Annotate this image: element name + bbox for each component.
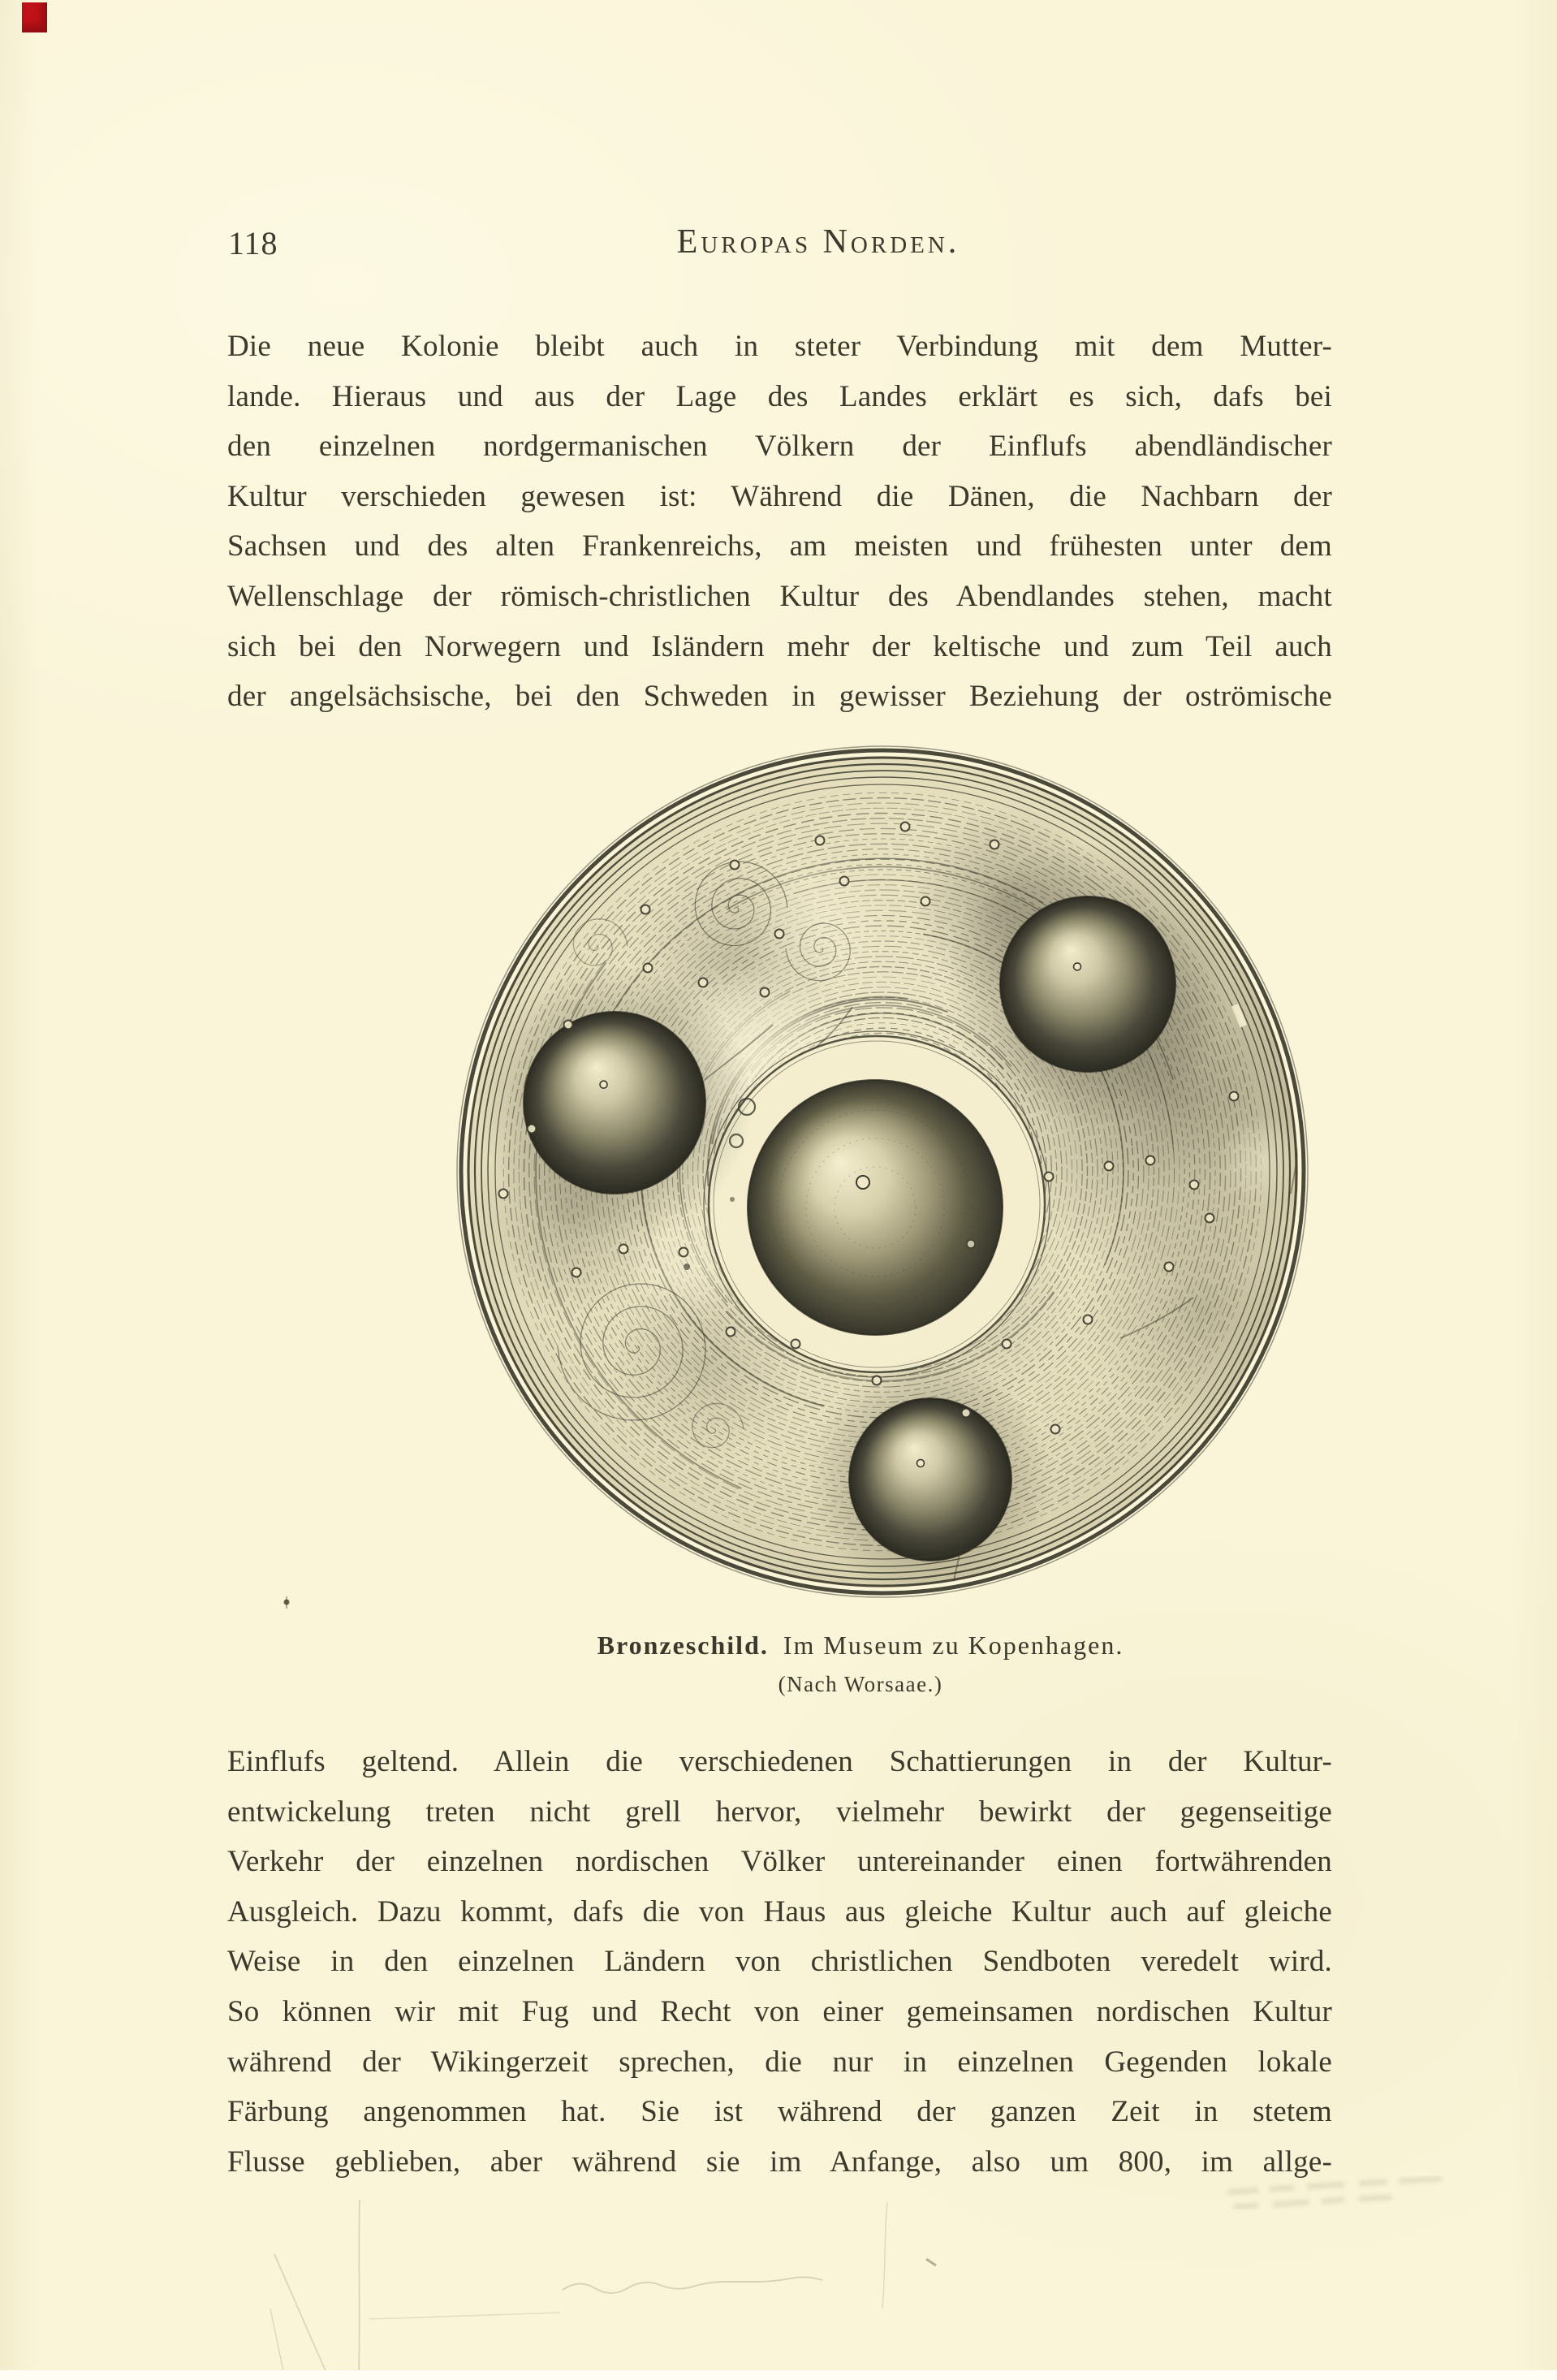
text-line: entwickelung treten nicht grell hervor, vielmehr bewirkt der gegenseitige — [227, 1795, 1332, 1829]
text-line: den einzelnen nordgermanischen Völkern der Einflufs abendländischer — [227, 430, 1332, 464]
running-header — [80, 222, 1557, 261]
paragraph-2 — [227, 1737, 1332, 2187]
text-line: Verkehr der einzelnen nordischen Völker untereinander einen fortwährenden — [227, 1845, 1332, 1879]
page-number: 118 — [228, 225, 278, 261]
caption-title: Bronzeschild. — [597, 1631, 769, 1660]
text-line: Wellenschlage der römisch-christlichen Kultur des Abendlandes stehen, macht — [227, 579, 1332, 613]
text-line: der angelsächsische, bei den Schweden in gewisser Beziehung der oströmische — [227, 680, 1332, 714]
text-line: So können wir mit Fug und Recht von einer gemeinsamen nordischen Kultur — [227, 1994, 1332, 2028]
text-line: Einflufs geltend. Allein die verschiedenen Schattierungen in der Kultur- — [227, 1745, 1332, 1778]
text-line: Ausgleich. Dazu kommt, dafs die von Haus aus gleiche Kultur auch auf gleiche — [227, 1894, 1332, 1929]
text-line: lande. Hieraus und aus der Lage des Landes erklärt es sich, dafs bei — [227, 379, 1332, 413]
text-line: sich bei den Norwegern und Isländern mehr der keltische und zum Teil auch — [227, 629, 1332, 663]
caption-source: (Nach Worsaae.) — [778, 1672, 943, 1696]
text-line: Flusse geblieben, aber während sie im Anfange, also um 800, im allge- — [227, 2145, 1332, 2179]
text-line: Die neue Kolonie bleibt auch in steter Verbindung mit dem Mutter- — [227, 330, 1332, 363]
text-line: Weise in den einzelnen Ländern von christlichen Sendboten veredelt wird. — [227, 1945, 1332, 1979]
text-line: während der Wikingerzeit sprechen, die nur in einzelnen Gegenden lokale — [227, 2045, 1332, 2079]
paragraph-1 — [227, 322, 1332, 722]
scan-red-mark — [22, 2, 47, 32]
text-line: Färbung angenommen hat. Sie ist während der ganzen Zeit in stetem — [227, 2095, 1332, 2129]
figure-caption — [308, 1631, 1413, 1697]
caption-line-1 — [308, 1631, 1413, 1661]
page-bottom-edge — [0, 2370, 1557, 2380]
caption-location: Im Museum zu Kopenhagen. — [783, 1631, 1124, 1660]
running-title: Europas Norden. — [676, 223, 960, 261]
text-line: Sachsen und des alten Frankenreichs, am meisten und frühesten unter dem — [227, 529, 1332, 564]
text-line: Kultur verschieden gewesen ist: Während die Dänen, die Nachbarn der — [227, 479, 1332, 513]
